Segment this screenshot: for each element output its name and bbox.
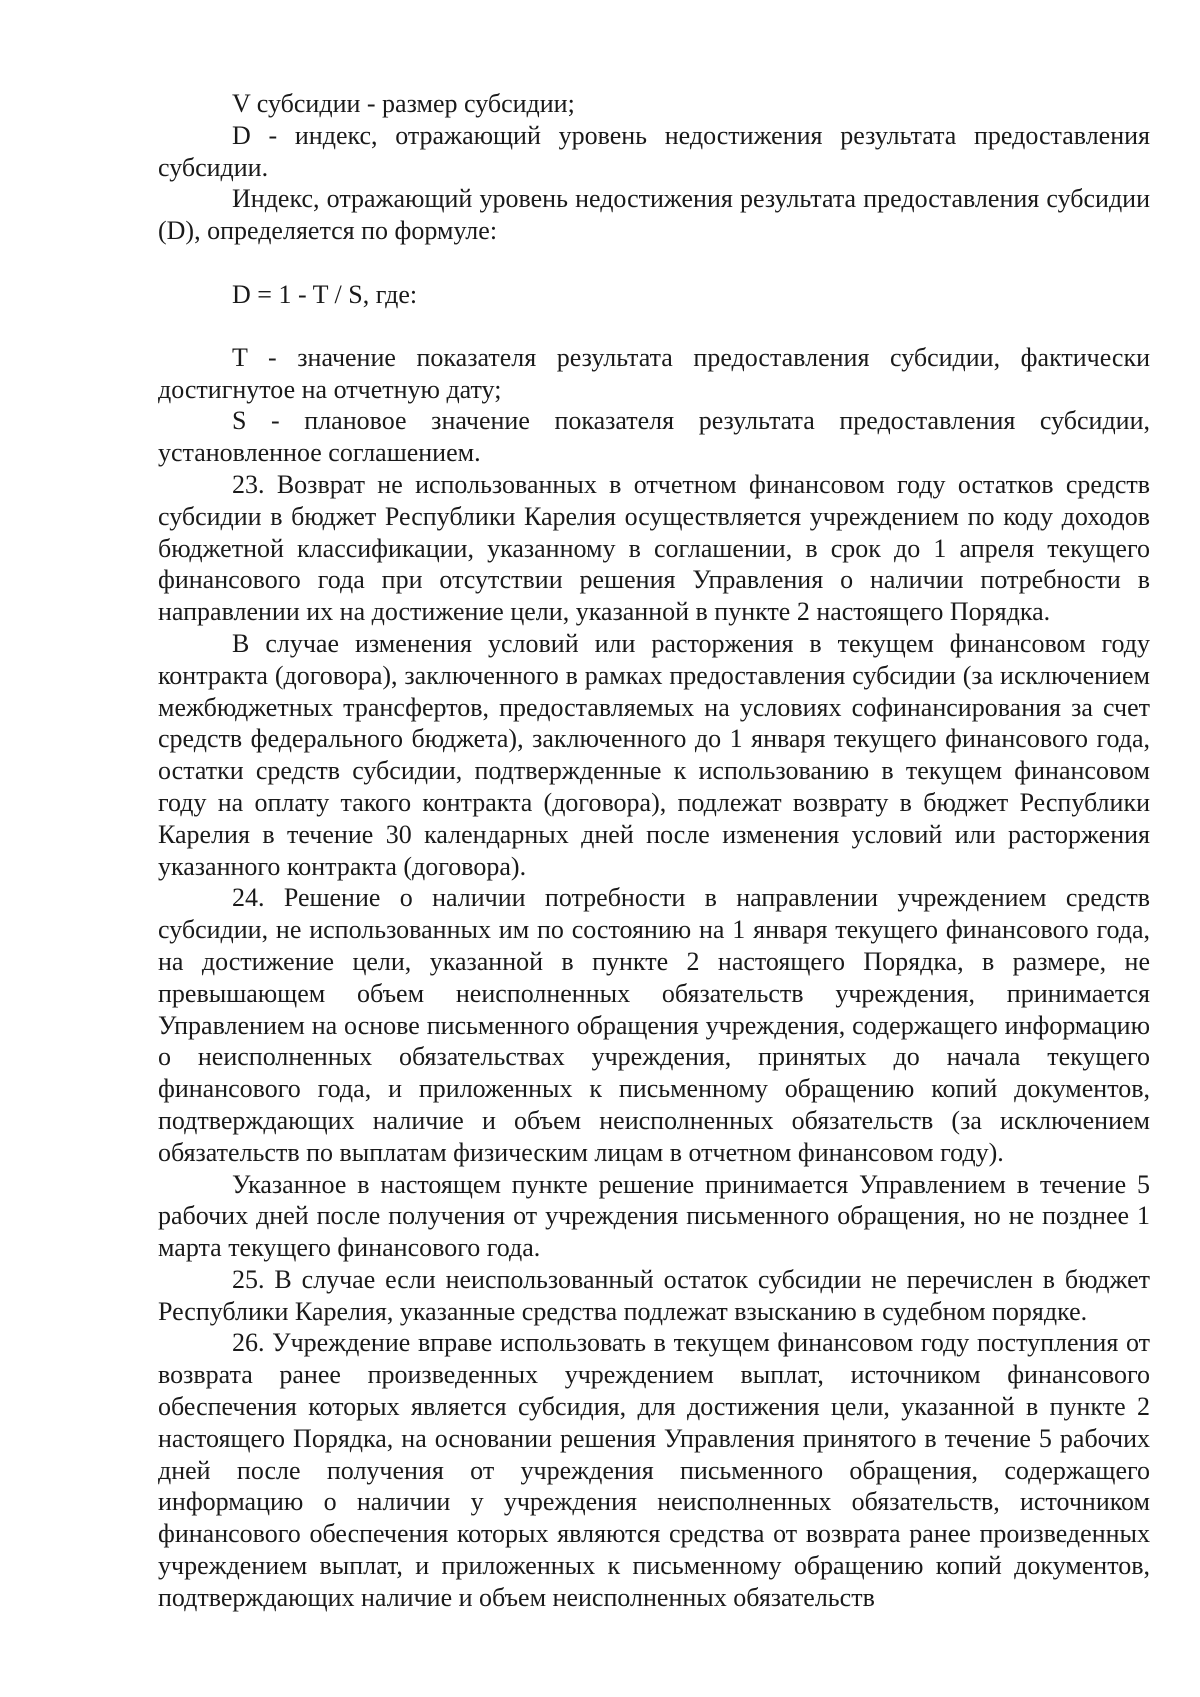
paragraph-d-index: D - индекс, отражающий уровень недостижения результата предоставления субсидии. xyxy=(158,120,1150,182)
paragraph-s-definition: S - плановое значение показателя результата предоставления субсидии, установленное соглашением. xyxy=(158,406,1150,468)
paragraph-item-24: 24. Решение о наличии потребности в направлении учреждением средств субсидии, не использованных им по состоянию на 1 января текущего финансового года, на достижение цели, указанной в пункте 2 настоящего Порядка, в размере, не превышающем объем неисполненных обязательств учреждения, принимается Управлением на основе письменного обращения учреждения, содержащего информацию о неисполненных обязательствах учреждения, принятых до начала текущего финансового года, и приложенных к письменному обращению копий документов, подтверждающих наличие и объем неисполненных обязательств (за исключением обязательств по выплатам физическим лицам в отчетном финансовом году). xyxy=(158,883,1150,1167)
paragraph-index-definition: Индекс, отражающий уровень недостижения результата предоставления субсидии (D), определяется по формуле: xyxy=(158,184,1150,246)
paragraph-item-23: 23. Возврат не использованных в отчетном финансовом году остатков средств субсидии в бюджет Республики Карелия осуществляется учреждением по коду доходов бюджетной классификации, указанному в соглашении, в срок до 1 апреля текущего финансового года при отсутствии решения Управления о наличии потребности в направлении их на достижение цели, указанной в пункте 2 настоящего Порядка. xyxy=(158,469,1150,627)
paragraph-item-26: 26. Учреждение вправе использовать в текущем финансовом году поступления от возврата ранее произведенных учреждением выплат, источником финансового обеспечения которых является субсидия, для достижения цели, указанной в пункте 2 настоящего Порядка, на основании решения Управления принятого в течение 5 рабочих дней после получения от учреждения письменного обращения, содержащего информацию о наличии у учреждения неисполненных обязательств, источником финансового обеспечения которых являются средства от возврата ранее произведенных учреждением выплат, и приложенных к письменному обращению копий документов, подтверждающих наличие и объем неисполненных обязательств xyxy=(158,1328,1150,1612)
paragraph-decision-deadline: Указанное в настоящем пункте решение принимается Управлением в течение 5 рабочих дней после получения от учреждения письменного обращения, но не позднее 1 марта текущего финансового года. xyxy=(158,1169,1150,1263)
paragraph-item-25: 25. В случае если неиспользованный остаток субсидии не перечислен в бюджет Республики Карелия, указанные средства подлежат взысканию в судебном порядке. xyxy=(158,1264,1150,1326)
formula: D = 1 - T / S, где: xyxy=(232,279,418,309)
paragraph-contract-change: В случае изменения условий или расторжения в текущем финансовом году контракта (договора), заключенного в рамках предоставления субсидии (за исключением межбюджетных трансфертов, предоставляемых на условиях софинансирования за счет средств федерального бюджета), заключенного до 1 января текущего финансового года, остатки средств субсидии, подтвержденные к использованию в текущем финансовом году на оплату такого контракта (договора), подлежат возврату в бюджет Республики Карелия в течение 30 календарных дней после изменения условий или расторжения указанного контракта (договора). xyxy=(158,628,1150,881)
document-body xyxy=(158,88,1150,1614)
paragraph-t-definition: T - значение показателя результата предоставления субсидии, фактически достигнутое на отчетную дату; xyxy=(158,342,1150,404)
paragraph-v-subsidy: V субсидии - размер субсидии; xyxy=(232,89,575,118)
